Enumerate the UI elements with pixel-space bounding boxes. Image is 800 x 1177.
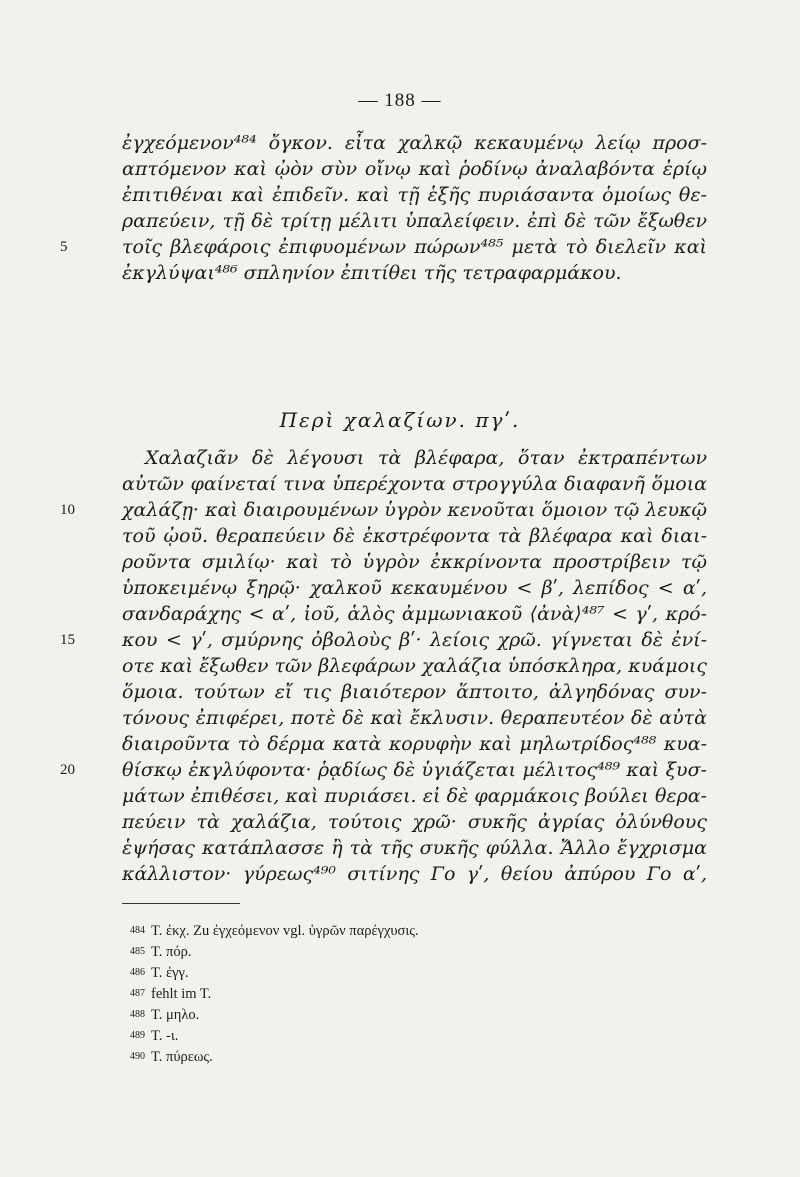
footnote-text: T. πύρεως. — [151, 1049, 213, 1065]
footnote-text: fehlt im T. — [151, 986, 212, 1002]
text-line: κάλλιστον· γύρεως⁴⁹⁰ σιτίνης Γο γʹ, θείου ἀπύρου Γο αʹ, — [122, 863, 707, 885]
footnote-text: T. πόρ. — [151, 944, 192, 960]
text-line: οτε καὶ ἔξωθεν τῶν βλεφάρων χαλάζια ὑπόσκληρα, κυάμοις — [122, 655, 707, 677]
text-line: τοῖς βλεφάροις ἐπιφυομένων πώρων⁴⁸⁵ μετὰ τὸ διελεῖν καὶ — [122, 236, 707, 258]
footnote-number: 486 — [130, 967, 145, 978]
text-line: διαιροῦντα τὸ δέρμα κατὰ κορυφὴν καὶ μηλωτρίδος⁴⁸⁸ κυα- — [122, 733, 707, 755]
footnote — [130, 942, 191, 962]
page-number: — 188 — — [358, 90, 442, 111]
text-line: ἐγχεόμενον⁴⁸⁴ ὄγκον. εἶτα χαλκῷ κεκαυμένῳ λείῳ προσ- — [122, 132, 707, 154]
text-line: κου < γʹ, σμύρνης ὀβολοὺς βʹ· λείοις χρῶ. γίγνεται δὲ ἐνί- — [122, 629, 707, 651]
footnote — [130, 1005, 199, 1025]
footnote — [130, 963, 189, 983]
footnote-number: 484 — [130, 925, 145, 936]
text-line: ἐκγλύψαι⁴⁸⁶ σπληνίον ἐπιτίθει τῆς τετραφαρμάκου. — [122, 262, 622, 284]
text-line: τόνους ἐπιφέρει, ποτὲ δὲ καὶ ἔκλυσιν. θεραπευτέον δὲ αὐτὰ — [122, 707, 707, 729]
footnote-number: 490 — [130, 1051, 145, 1062]
footnote-number: 485 — [130, 946, 145, 957]
line-number: 10 — [60, 502, 75, 518]
footnote-text: T. μηλο. — [151, 1007, 200, 1023]
text-line: απτόμενον καὶ ᾠὸν σὺν οἴνῳ καὶ ῥοδίνῳ ἀναλαβόντα ἐρίῳ — [122, 158, 707, 180]
text-line: πεύειν τὰ χαλάζια, τούτοις χρῶ· συκῆς ἀγρίας ὀλύνθους — [122, 811, 707, 833]
footnote-number: 488 — [130, 1009, 145, 1020]
text-line: ραπεύειν, τῇ δὲ τρίτῃ μέλιτι ὑπαλείφειν. ἐπὶ δὲ τῶν ἔξωθεν — [122, 210, 707, 232]
line-number: 20 — [60, 762, 75, 778]
footnote-rule — [122, 903, 240, 904]
footnote — [130, 1047, 213, 1067]
text-line: σανδαράχης < αʹ, ἰοῦ, ἁλὸς ἀμμωνιακοῦ ⟨ἀνὰ⟩⁴⁸⁷ < γʹ, κρό- — [122, 603, 707, 625]
text-line: ἑψήσας κατάπλασσε ἢ τὰ τῆς συκῆς φύλλα. Ἄλλο ἔγχρισμα — [122, 837, 707, 859]
text-line: ἐπιτιθέναι καὶ ἐπιδεῖν. καὶ τῇ ἑξῆς πυριάσαντα ὁμοίως θε- — [122, 184, 707, 206]
text-line: χαλάζῃ· καὶ διαιρουμένων ὑγρὸν κενοῦται ὅμοιον τῷ λευκῷ — [122, 499, 707, 521]
text-line: μάτων ἐπιθέσει, καὶ πυριάσει. εἰ δὲ φαρμάκοις βούλει θερα- — [122, 785, 707, 807]
footnote-number: 487 — [130, 988, 145, 999]
footnote — [130, 921, 419, 941]
text-line: ὑποκειμένῳ ξηρῷ· χαλκοῦ κεκαυμένου < βʹ, λεπίδος < αʹ, — [122, 577, 707, 599]
text-line: Χαλαζιᾶν δὲ λέγουσι τὰ βλέφαρα, ὅταν ἐκτραπέντων — [145, 447, 707, 469]
text-line: ὅμοια. τούτων εἴ τις βιαιότερον ἅπτοιτο, ἀλγηδόνας συν- — [122, 681, 707, 703]
footnote-text: T. ἐγγ. — [151, 965, 189, 981]
text-line: τοῦ ᾠοῦ. θεραπεύειν δὲ ἐκστρέφοντα τὰ βλέφαρα καὶ διαι- — [122, 525, 707, 547]
footnote — [130, 1026, 178, 1046]
line-number: 5 — [60, 239, 68, 255]
text-line: αὐτῶν φαίνεταί τινα ὑπερέχοντα στρογγύλα διαφανῆ ὅμοια — [122, 473, 707, 495]
footnote-text: T. -ι. — [151, 1028, 179, 1044]
line-number: 15 — [60, 632, 75, 648]
section-heading: Περὶ χαλαζίων. πγʹ. — [279, 408, 521, 432]
footnote-text: T. ἐκχ. Zu ἐγχεόμενον vgl. ὑγρῶν παρέγχυσις. — [151, 923, 419, 939]
footnote — [130, 984, 211, 1004]
footnote-number: 489 — [130, 1030, 145, 1041]
text-line: θίσκῳ ἐκγλύφοντα· ῥᾳδίως δὲ ὑγιάζεται μέλιτος⁴⁸⁹ καὶ ξυσ- — [122, 759, 707, 781]
text-line: ροῦντα σμιλίῳ· καὶ τὸ ὑγρὸν ἐκκρίνοντα προστρίβειν τῷ — [122, 551, 707, 573]
